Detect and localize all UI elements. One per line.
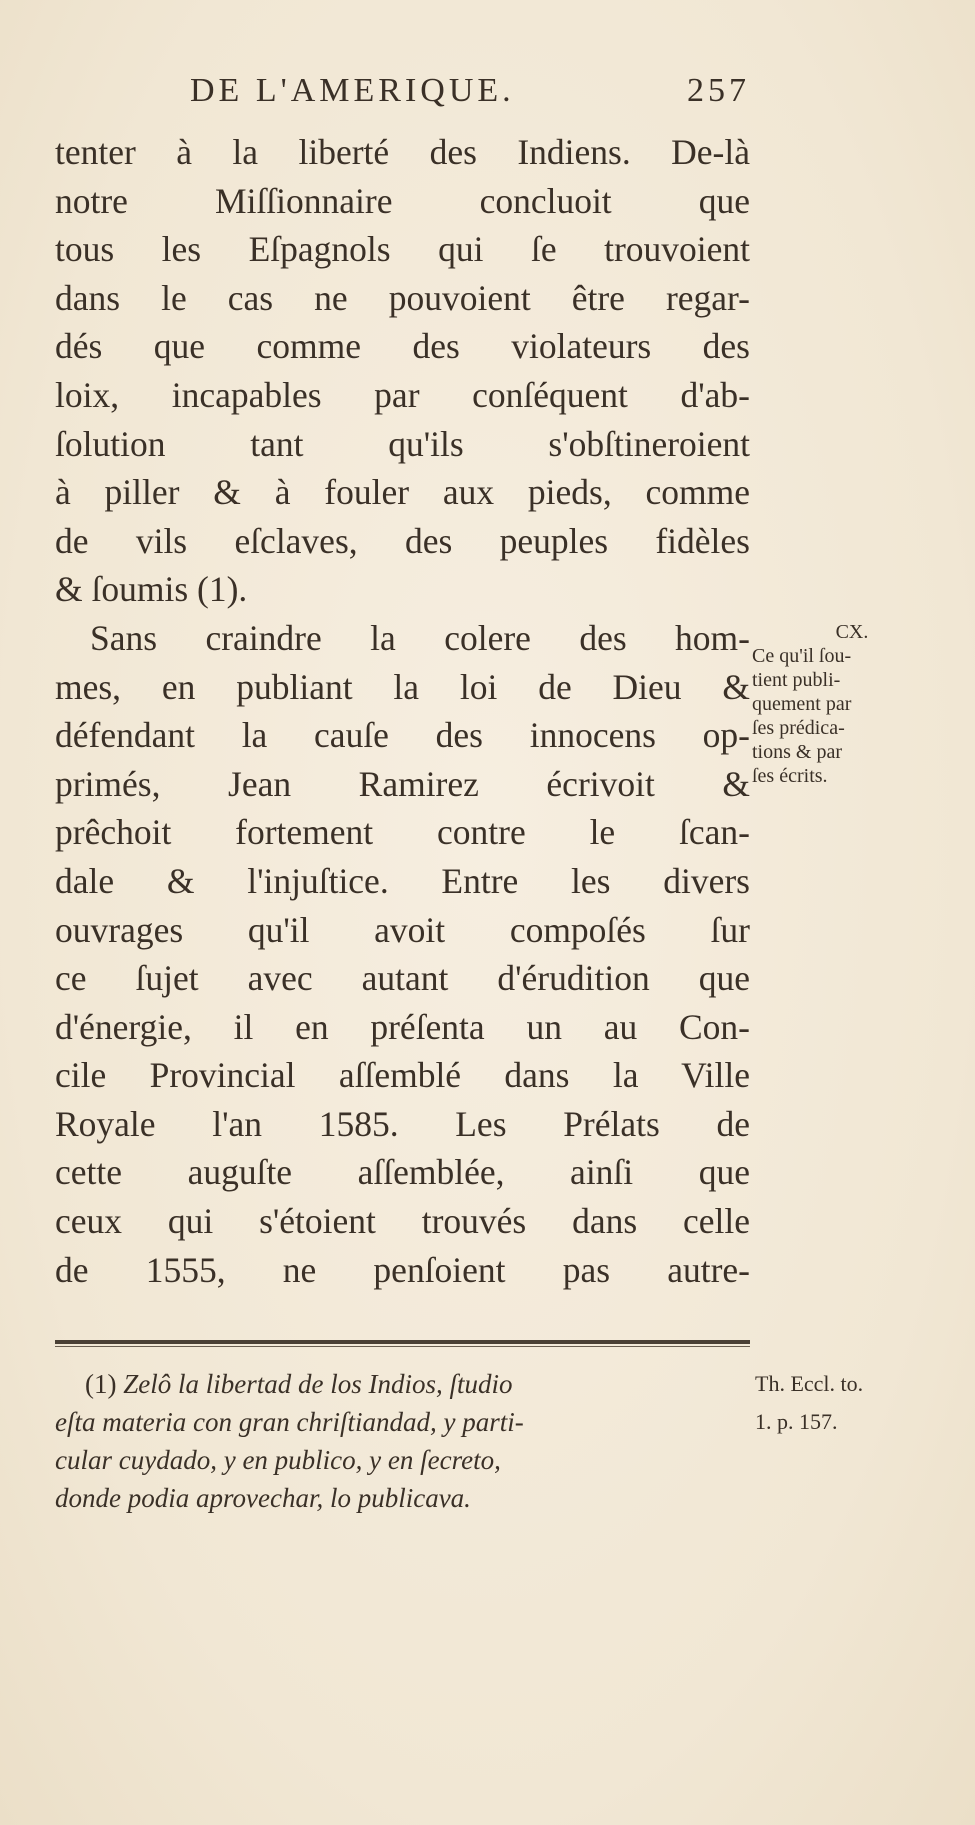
margin-note-line: tions & par [752, 741, 842, 763]
text-line: dés que comme des violateurs des [55, 326, 750, 367]
text-line: dale & l'injuſtice. Entre les divers [55, 860, 750, 901]
footnote-reference [755, 1365, 960, 1441]
text-line: à piller & à fouler aux pieds, comme [55, 472, 750, 513]
margin-note-line: tient publi- [752, 669, 841, 691]
running-head-title: DE L'AMERIQUE. [190, 72, 515, 109]
footnote-marker: (1) [85, 1369, 117, 1399]
text-line: cile Provincial aſſemblé dans la Ville [55, 1055, 750, 1096]
text-line: dans le cas ne pouvoient être regar- [55, 277, 750, 318]
body-text [55, 128, 750, 1294]
margin-note-line: Ce qu'il ſou- [752, 645, 852, 667]
text-line: prêchoit fortement contre le ſcan- [55, 812, 750, 853]
margin-note [752, 620, 952, 788]
footnote-line: Zelô la libertad de los Indios, ſtudio [123, 1369, 513, 1399]
text-line: de vils eſclaves, des peuples fidèles [55, 520, 750, 561]
text-line: primés, Jean Ramirez écrivoit & [55, 763, 750, 804]
footnote-line: cular cuydado, y en publico, y en ſecreto, [55, 1445, 501, 1475]
footnote-line: eſta materia con gran chriſtiandad, y parti- [55, 1407, 524, 1437]
text-line: Sans craindre la colere des hom- [90, 617, 750, 658]
text-line: défendant la cauſe des innocens op- [55, 715, 750, 756]
text-line: ceux qui s'étoient trouvés dans celle [55, 1201, 750, 1242]
text-line: tous les Eſpagnols qui ſe trouvoient [55, 229, 750, 270]
text-line: Royale l'an 1585. Les Prélats de [55, 1103, 750, 1144]
text-line: ouvrages qu'il avoit compoſés ſur [55, 909, 750, 950]
text-line: tenter à la liberté des Indiens. De-là [55, 132, 750, 172]
margin-note-line: quement par [752, 693, 852, 715]
text-line: d'énergie, il en préſenta un au Con- [55, 1006, 750, 1047]
margin-note-number: CX. [835, 621, 869, 643]
page-number: 257 [687, 72, 750, 109]
margin-note-line: ſes prédica- [752, 717, 845, 739]
footnote-rule-thin [55, 1346, 750, 1347]
footnote [55, 1365, 750, 1517]
text-line: ce ſujet avec autant d'érudition que [55, 958, 750, 999]
text-line: mes, en publiant la loi de Dieu & [55, 666, 750, 707]
footnote-reference-line: 1. p. 157. [755, 1409, 838, 1434]
text-line: cette auguſte aſſemblée, ainſi que [55, 1152, 750, 1193]
text-line: notre Miſſionnaire concluoit que [55, 180, 750, 221]
margin-note-line: ſes écrits. [752, 765, 828, 787]
text-line: ſolution tant qu'ils s'obſtineroient [55, 423, 750, 464]
text-line: de 1555, ne penſoient pas autre- [55, 1249, 750, 1290]
footnote-line: donde podia aprovechar, lo publicava. [55, 1483, 471, 1513]
text-line: & ſoumis (1). [55, 569, 248, 610]
running-head [190, 72, 750, 110]
text-line: loix, incapables par conſéquent d'ab- [55, 374, 750, 415]
footnote-rule [55, 1340, 750, 1344]
footnote-reference-line: Th. Eccl. to. [755, 1371, 864, 1396]
